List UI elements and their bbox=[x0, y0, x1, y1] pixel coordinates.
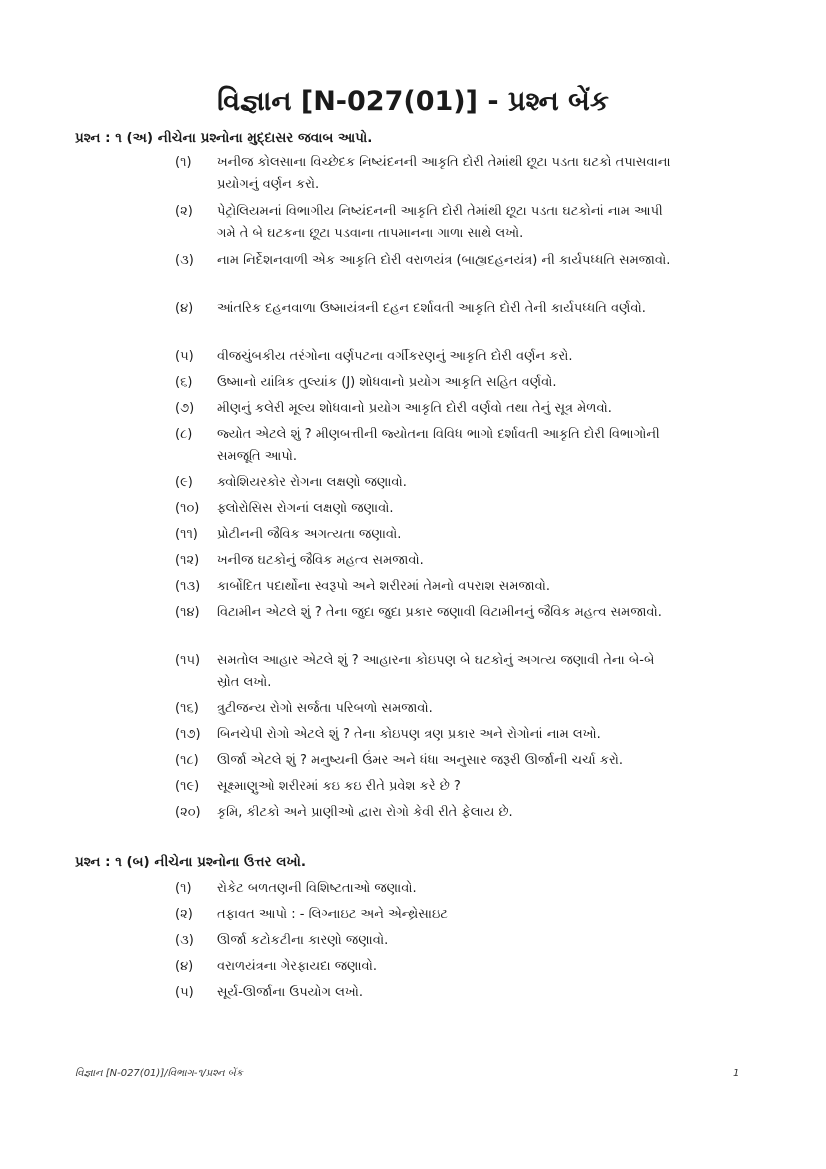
question-number: (૧૫) bbox=[175, 653, 201, 668]
question-text: પેટ્રોલિયમનાં વિભાગીય નિષ્યંદનની આકૃતિ દોરી તેમાંથી છૂટા પડતા ઘટકોનાં નામ આપી ગમે તે બે ઘટકના છૂટા પડવાના તાપમાનના ગાળા સાથે લખો. bbox=[217, 204, 663, 241]
question-text: ખનીજ ઘટકોનું જૈવિક મહત્વ સમજાવો. bbox=[217, 553, 424, 568]
question-text: વીજચુંબકીય તરંગોના વર્ણપટના વર્ગીકરણનું આકૃતિ દોરી વર્ણન કરો. bbox=[217, 349, 573, 364]
question-number: (૧૧) bbox=[175, 527, 198, 542]
question-text: ત્રુટીજન્ય રોગો સર્જતા પરિબળો સમજાવો. bbox=[217, 701, 433, 716]
question-number: (૩) bbox=[175, 253, 194, 268]
question-number: (૨૦) bbox=[175, 805, 201, 820]
question-text: સૂર્ય-ઊર્જાના ઉપયોગ લખો. bbox=[217, 985, 364, 1000]
question-number: (૧) bbox=[175, 881, 192, 896]
question-text: કૃમિ, કીટકો અને પ્રાણીઓ દ્વારા રોગો કેવી રીતે ફેલાય છે. bbox=[217, 805, 513, 820]
question-number: (૧૦) bbox=[175, 501, 200, 516]
question-number: (૪) bbox=[175, 301, 194, 316]
question-text: સૂક્ષ્માણુઓ શરીરમાં કઇ કઇ રીતે પ્રવેશ કરે છે ? bbox=[217, 779, 461, 794]
question-text: પ્રોટીનની જૈવિક અગત્યતા જણાવો. bbox=[217, 527, 402, 542]
question-number: (૧૪) bbox=[175, 605, 200, 620]
question-text: તફાવત આપો : - લિગ્નાઇટ અને એન્થ્રેસાઇટ bbox=[217, 907, 448, 922]
question-number: (૫) bbox=[175, 985, 194, 1000]
question-text: ઉષ્માનો યાંત્રિક તુલ્યાંક (J) શોધવાનો પ્રયોગ આકૃતિ સહિત વર્ણવો. bbox=[217, 375, 557, 390]
question-text: જ્યોત એટલે શું ? મીણબત્તીની જ્યોતના વિવિધ ભાગો દર્શાવતી આકૃતિ દોરી વિભાગોની સમજૂતિ આપો. bbox=[217, 427, 660, 464]
question-text: ઊર્જા કટોકટીના કારણો જણાવો. bbox=[217, 933, 389, 948]
question-text: સમતોલ આહાર એટલે શું ? આહારના કોઇપણ બે ઘટકોનું અગત્ય જણાવી તેના બે-બે સ્રોત લખો. bbox=[217, 653, 655, 690]
page-number: 1 bbox=[733, 1068, 740, 1079]
question-text: નામ નિર્દેશનવાળી એક આકૃતિ દોરી વરાળયંત્ર (બાહ્યદહનયંત્ર) ની કાર્યપધ્ધતિ સમજાવો. bbox=[217, 253, 671, 268]
question-text: ખનીજ કોલસાના વિચ્છેદક નિષ્યંદનની આકૃતિ દોરી તેમાંથી છૂટા પડતા ઘટકો તપાસવાના પ્રયોગનું વર્ણન કરો. bbox=[217, 155, 671, 192]
question-text: કાર્બોદિત પદાર્થોના સ્વરૂપો અને શરીરમાં તેમનો વપરાશ સમજાવો. bbox=[217, 579, 551, 594]
question-text: ક્વોશિયરકોર રોગના લક્ષણો જણાવો. bbox=[217, 475, 407, 490]
question-number: (૧૬) bbox=[175, 701, 199, 716]
question-text: મીણનું કલેરી મૂલ્ય શોધવાનો પ્રયોગ આકૃતિ દોરી વર્ણવો તથા તેનું સૂત્ર મેળવો. bbox=[217, 401, 612, 416]
footer-text: વિજ્ઞાન [N-027(01)]/વિભાગ-૧/પ્રશ્ન બેંક bbox=[75, 1068, 243, 1079]
question-number: (૨) bbox=[175, 907, 193, 922]
question-text: વિટામીન એટલે શું ? તેના જુદા જુદા પ્રકાર જણાવી વિટામીનનું જૈવિક મહત્વ સમજાવો. bbox=[217, 605, 662, 620]
question-number: (૨) bbox=[175, 204, 193, 219]
question-text: રોકેટ બળતણની વિશિષ્ટતાઓ જણાવો. bbox=[217, 881, 417, 896]
question-text: આંતરિક દહનવાળા ઉષ્માયંત્રની દહન દર્શાવતી આકૃતિ દોરી તેની કાર્યપધ્ધતિ વર્ણવો. bbox=[217, 301, 646, 316]
page-title: વિજ્ઞાન [N-027(01)] - પ્રશ્ન બેંક bbox=[217, 86, 609, 117]
question-text: ફ્લોરોસિસ રોગનાં લક્ષણો જણાવો. bbox=[217, 501, 394, 516]
question-number: (૭) bbox=[175, 401, 195, 416]
question-number: (૧૮) bbox=[175, 753, 199, 768]
question-number: (૯) bbox=[175, 475, 193, 490]
question-number: (૮) bbox=[175, 427, 193, 442]
question-number: (૪) bbox=[175, 959, 194, 974]
question-number: (૧૯) bbox=[175, 779, 200, 794]
question-text: બિનચેપી રોગો એટલે શું ? તેના કોઇપણ ત્રણ પ્રકાર અને રોગોનાં નામ લખો. bbox=[217, 727, 601, 742]
question-number: (૩) bbox=[175, 933, 194, 948]
question-number: (૫) bbox=[175, 349, 194, 364]
question-text: ઊર્જા એટલે શું ? મનુષ્યની ઉંમર અને ધંધા અનુસાર જરૂરી ઊર્જાની ચર્ચા કરો. bbox=[217, 753, 624, 768]
question-number: (૧) bbox=[175, 155, 192, 170]
question-number: (૧૩) bbox=[175, 579, 201, 594]
question-number: (૧૭) bbox=[175, 727, 201, 742]
question-number: (૬) bbox=[175, 375, 193, 390]
question-number: (૧૨) bbox=[175, 553, 200, 568]
question-text: વરાળયંત્રના ગેરફાયદા જણાવો. bbox=[217, 959, 377, 974]
section-b-heading: પ્રશ્ન : ૧ (બ) નીચેના પ્રશ્નોના ઉત્તર લખો. bbox=[75, 854, 307, 870]
section-a-heading: પ્રશ્ન : ૧ (અ) નીચેના પ્રશ્નોના મુદ્દાસર જવાબ આપો. bbox=[75, 130, 373, 146]
